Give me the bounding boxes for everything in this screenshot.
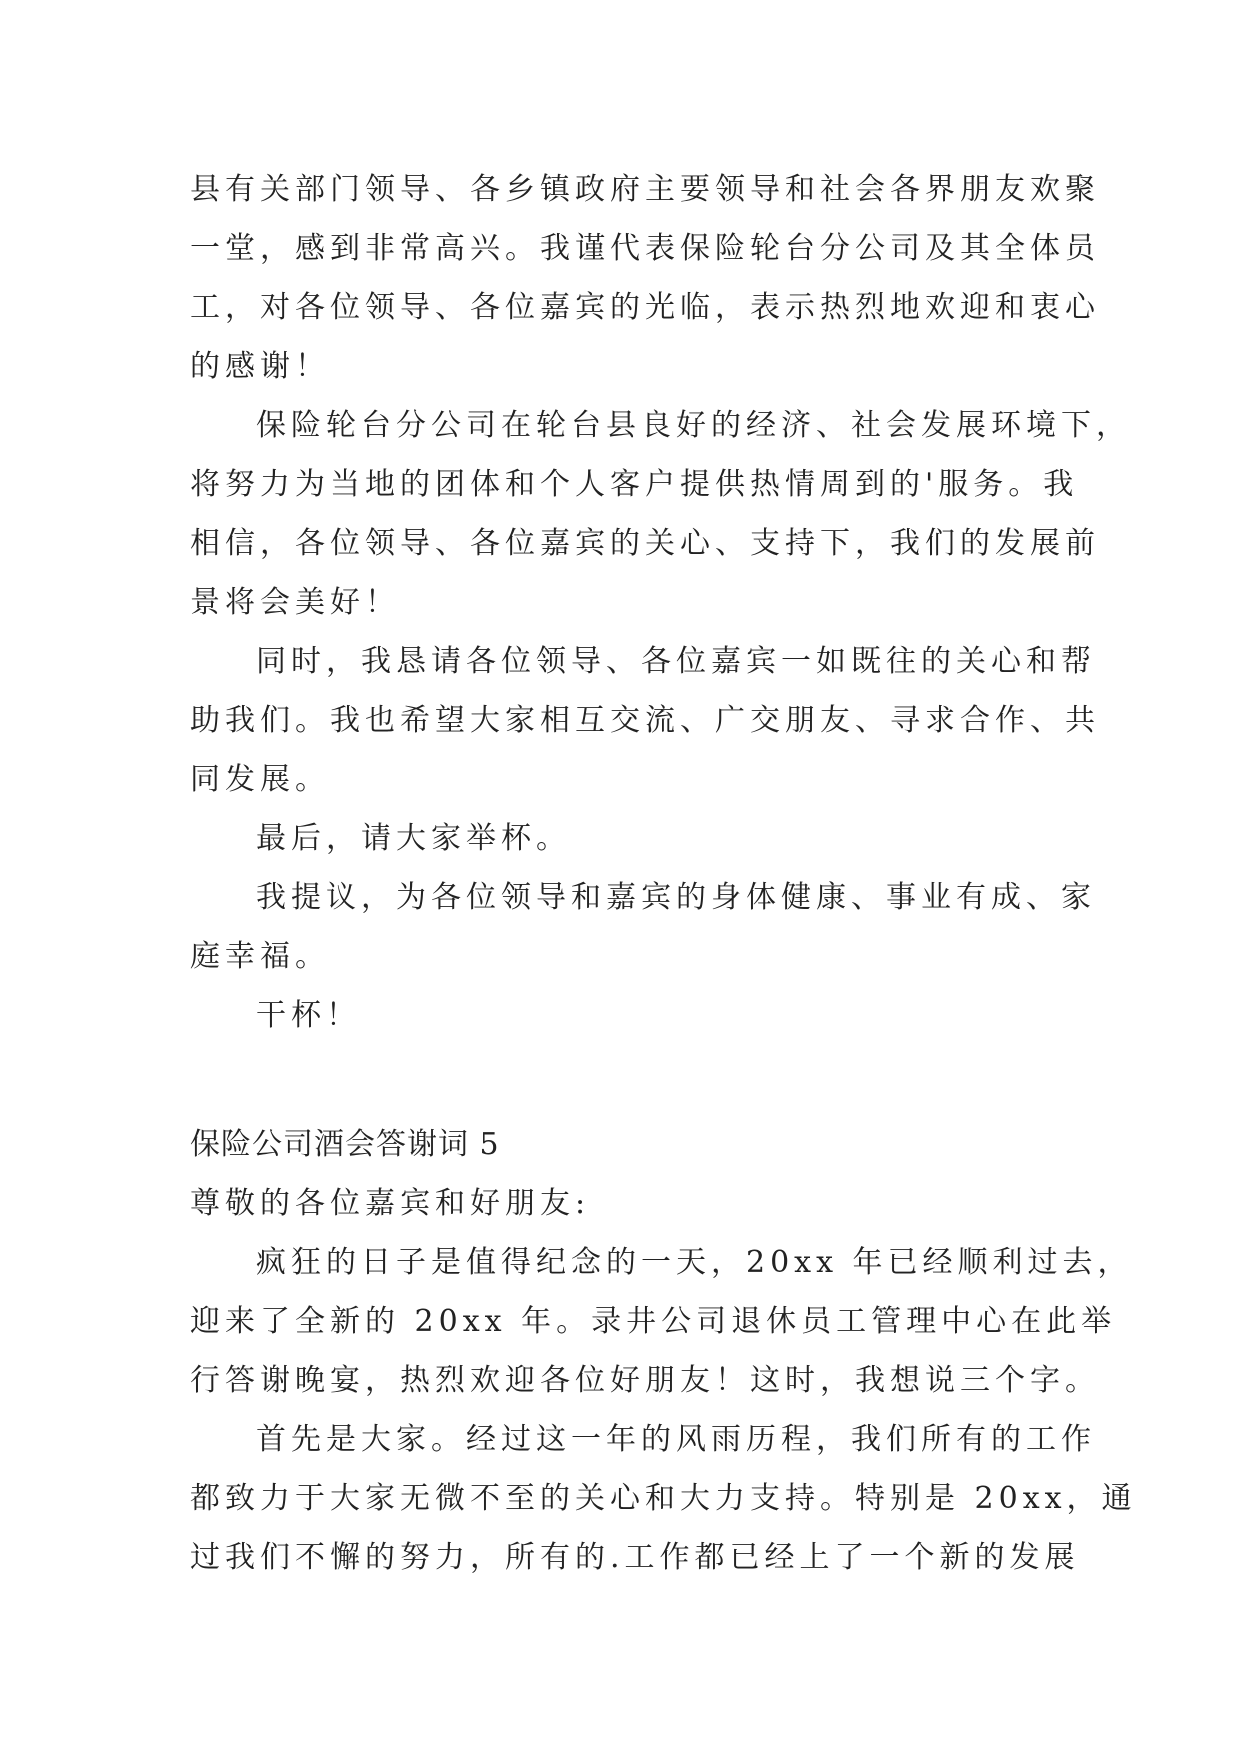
paragraph-line: 同时，我恳请各位领导、各位嘉宾一如既往的关心和帮	[256, 644, 1096, 679]
paragraph-line: 县有关部门领导、各乡镇政府主要领导和社会各界朋友欢聚	[190, 172, 1100, 207]
paragraph-line: 助我们。我也希望大家相互交流、广交朋友、寻求合作、共	[190, 703, 1100, 738]
paragraph-line: 工，对各位领导、各位嘉宾的光临，表示热烈地欢迎和衷心	[190, 290, 1100, 325]
paragraph-line: 同发展。	[190, 762, 330, 797]
document-body	[190, 160, 1137, 1587]
paragraph-line: 景将会美好！	[190, 585, 400, 620]
section-title: 保险公司酒会答谢词 5	[190, 1127, 500, 1162]
paragraph-line: 干杯！	[256, 998, 361, 1033]
paragraph-line: 相信，各位领导、各位嘉宾的关心、支持下，我们的发展前	[190, 526, 1100, 561]
paragraph-line: 首先是大家。经过这一年的风雨历程，我们所有的工作	[256, 1422, 1096, 1457]
paragraph-line: 都致力于大家无微不至的关心和大力支持。特别是 20xx，通	[190, 1481, 1137, 1516]
paragraph-line: 过我们不懈的努力，所有的.工作都已经上了一个新的发展	[190, 1540, 1080, 1575]
paragraph-line: 行答谢晚宴，热烈欢迎各位好朋友！这时，我想说三个字。	[190, 1363, 1100, 1398]
salutation: 尊敬的各位嘉宾和好朋友:	[190, 1186, 591, 1221]
paragraph-line: 将努力为当地的团体和个人客户提供热情周到的'服务。我	[190, 467, 1079, 502]
paragraph-line: 我提议，为各位领导和嘉宾的身体健康、事业有成、家	[256, 880, 1096, 915]
paragraph-line: 最后，请大家举杯。	[256, 821, 571, 856]
paragraph-line: 一堂，感到非常高兴。我谨代表保险轮台分公司及其全体员	[190, 231, 1100, 266]
paragraph-line: 庭幸福。	[190, 939, 330, 974]
paragraph-line: 迎来了全新的 20xx 年。录井公司退休员工管理中心在此举	[190, 1304, 1117, 1339]
paragraph-line: 的感谢！	[190, 349, 330, 384]
paragraph-line: 保险轮台分公司在轮台县良好的经济、社会发展环境下，	[256, 408, 1131, 443]
section-gap	[190, 1045, 1060, 1115]
paragraph-line: 疯狂的日子是值得纪念的一天，20xx 年已经顺利过去，	[256, 1245, 1133, 1280]
